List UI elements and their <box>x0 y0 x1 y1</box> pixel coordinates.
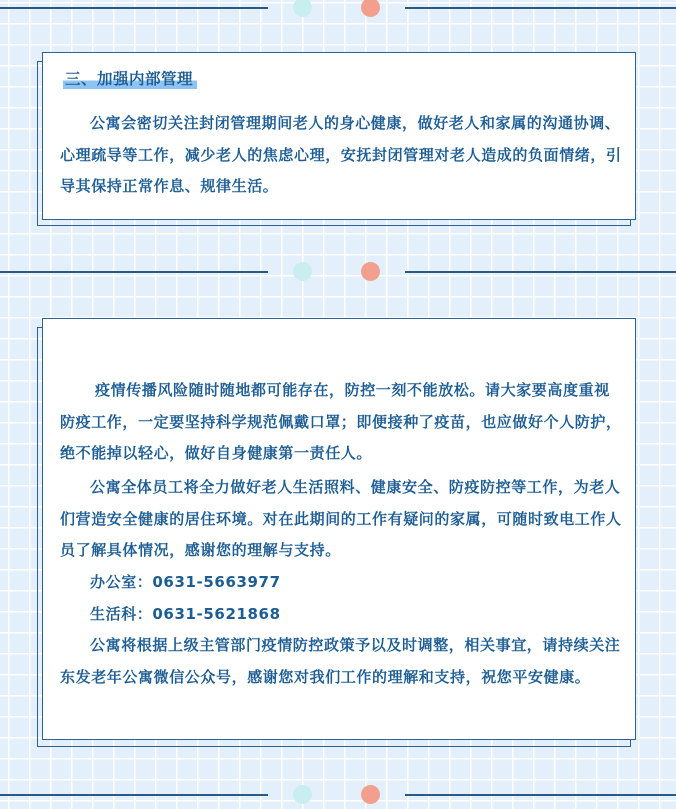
divider-line-left <box>0 7 268 9</box>
staff-paragraph: 公寓全体员工将全力做好老人生活照料、健康安全、防疫防控等工作，为老人们营造安全健康的居住环境。对在此期间的工作有疑问的家属，可随时致电工作人员了解具体情况，感谢您的理解与支持。 <box>60 478 622 559</box>
coral-dot-icon <box>361 0 380 17</box>
follow-paragraph: 公寓将根据上级主管部门疫情防控政策予以及时调整，相关事宜，请持续关注东发老年公寓微信公众号，感谢您对我们工作的理解和支持，祝您平安健康。 <box>60 636 621 686</box>
middle-divider <box>0 262 676 284</box>
divider-line-left <box>0 271 268 273</box>
card-internal-management <box>42 52 636 220</box>
divider-line-right <box>405 794 676 796</box>
teal-dot-icon <box>293 0 312 17</box>
epidemic-paragraph: 疫情传播风险随时随地都可能存在，防控一刻不能放松。请大家要高度重视防疫工作，一定要坚持科学规范佩戴口罩；即便接种了疫苗，也应做好个人防护，绝不能掉以轻心，做好自身健康第一责任人。 <box>60 381 622 462</box>
teal-dot-icon <box>293 262 312 281</box>
divider-line-right <box>405 7 676 9</box>
coral-dot-icon <box>361 785 380 804</box>
teal-dot-icon <box>293 785 312 804</box>
card-epidemic-notice <box>42 318 636 740</box>
divider-line-left <box>0 794 268 796</box>
bottom-divider <box>0 785 676 807</box>
divider-line-right <box>405 271 676 273</box>
management-paragraph: 公寓会密切关注封闭管理期间老人的身心健康，做好老人和家属的沟通协调、心理疏导等工作，减少老人的焦虑心理，安抚封闭管理对老人造成的负面情绪，引导其保持正常作息、规律生活。 <box>60 114 622 195</box>
section-heading: 三、加强内部管理 <box>63 67 197 89</box>
office-phone: 办公室：0631-5663977 <box>90 573 281 591</box>
top-divider <box>0 0 676 20</box>
life-dept-phone: 生活科：0631-5621868 <box>90 605 281 623</box>
coral-dot-icon <box>361 262 380 281</box>
